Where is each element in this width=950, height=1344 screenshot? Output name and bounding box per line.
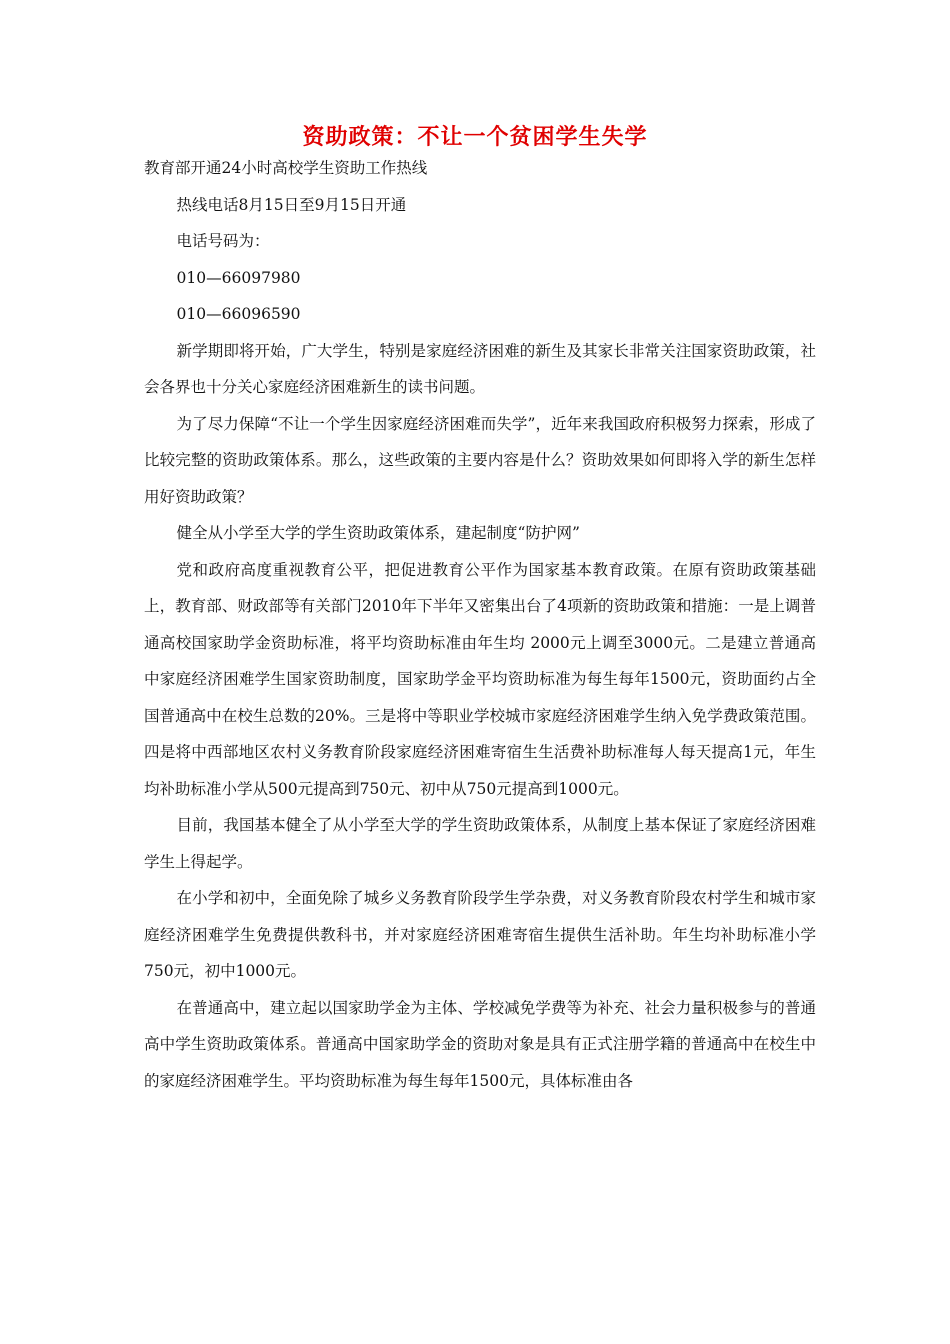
document-body bbox=[144, 150, 816, 1099]
paragraph-phone-number-2: 010—66096590 bbox=[176, 305, 301, 323]
paragraph-section-heading: 健全从小学至大学的学生资助政策体系，建起制度“防护网” bbox=[176, 524, 580, 542]
paragraph-phone-label: 电话号码为： bbox=[176, 232, 270, 250]
paragraph-hotline-heading: 教育部开通24小时高校学生资助工作热线 bbox=[144, 159, 428, 177]
paragraph-phone-number-1: 010—66097980 bbox=[176, 268, 301, 287]
paragraph-hotline-dates: 热线电话8月15日至9月15日开通 bbox=[176, 195, 407, 214]
paragraph-current-status: 目前，我国基本健全了从小学至大学的学生资助政策体系，从制度上基本保证了家庭经济困难学生上得起学。 bbox=[144, 816, 816, 871]
paragraph-question: 为了尽力保障“不让一个学生因家庭经济困难而失学”，近年来我国政府积极努力探索，形成了比较完整的资助政策体系。那么，这些政策的主要内容是什么？资助效果如何即将入学的新生怎样用好资助政策？ bbox=[144, 414, 816, 506]
paragraph-primary-middle: 在小学和初中，全面免除了城乡义务教育阶段学生学杂费，对义务教育阶段农村学生和城市家庭经济困难学生免费提供教科书，并对家庭经济困难寄宿生提供生活补助。年生均补助标准小学750元，初中1000元。 bbox=[144, 889, 816, 980]
paragraph-high-school: 在普通高中，建立起以国家助学金为主体、学校减免学费等为补充、社会力量积极参与的普通高中学生资助政策体系。普通高中国家助学金的资助对象是具有正式注册学籍的普通高中在校生中的家庭经济困难学生。平均资助标准为每生每年1500元，具体标准由各 bbox=[144, 998, 816, 1090]
document-title: 资助政策：不让一个贫困学生失学 bbox=[302, 124, 648, 150]
paragraph-new-policies: 党和政府高度重视教育公平，把促进教育公平作为国家基本教育政策。在原有资助政策基础上，教育部、财政部等有关部门2010年下半年又密集出台了4项新的资助政策和措施：一是上调普通高校国家助学金资助标准，将平均资助标准由年生均 2000元上调至3000元。二是建立普通高中家庭经济困难学生国家资助制度，国家助学金平均资助标准为每生每年1500元，资助面约占全国普通高中在校生总数的20%。三是将中等职业学校城市家庭经济困难学生纳入免学费政策范围。四是将中西部地区农村义务教育阶段家庭经济困难寄宿生生活费补助标准每人每天提高1元，年生均补助标准小学从500元提高到750元、初中从750元提高到1000元。 bbox=[144, 560, 816, 798]
paragraph-intro: 新学期即将开始，广大学生，特别是家庭经济困难的新生及其家长非常关注国家资助政策，社会各界也十分关心家庭经济困难新生的读书问题。 bbox=[144, 341, 816, 396]
